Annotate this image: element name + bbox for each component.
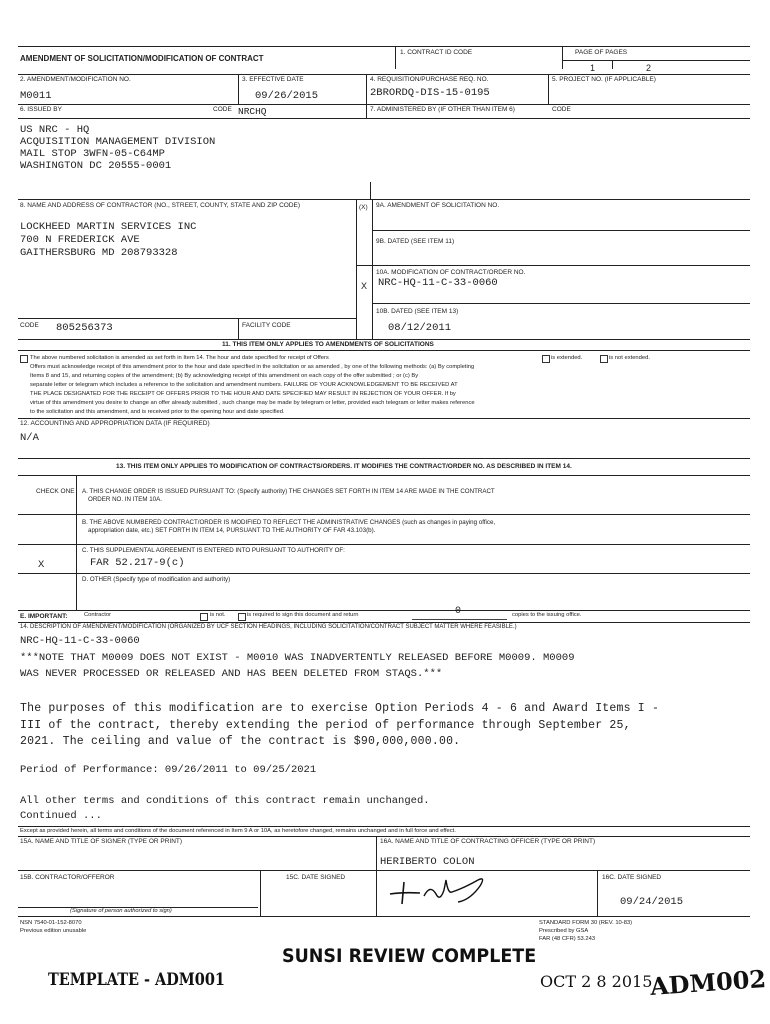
amendment-number: M0011 <box>20 90 52 102</box>
item3-label: 3. EFFECTIVE DATE <box>242 76 304 83</box>
date-stamp: OCT 2 8 2015 <box>540 972 653 991</box>
requisition-number: 2BRORDQ-DIS-15-0195 <box>370 87 490 99</box>
not-extended-label: is not extended. <box>609 355 650 361</box>
item11-text-1: Offers must acknowledge receipt of this amendment prior to the hour and date specified in the solicitation or as amended , by one of the following methods: (a) By completing <box>30 364 475 370</box>
important-label: E. IMPORTANT: <box>20 613 68 620</box>
item14-label: 14. DESCRIPTION OF AMENDMENT/MODIFICATION (ORGANIZED BY UCF SECTION HEADINGS, INCLUDING SOLICITATION/CONTRACT SUBJECT MATTER WHERE FEASIBLE.) <box>20 624 517 630</box>
contractor-line-1: LOCKHEED MARTIN SERVICES INC <box>20 221 197 233</box>
not-extended-checkbox[interactable] <box>600 355 608 363</box>
page-label: PAGE OF PAGES <box>575 49 628 56</box>
item11-text-6: to the solicitation and this amendment, and is received prior to the opening hour and date specified. <box>30 409 285 415</box>
item13b-line-1: B. THE ABOVE NUMBERED CONTRACT/ORDER IS MODIFIED TO REFLECT THE ADMINISTRATIVE CHANGES (such as changes in paying office, <box>82 519 496 526</box>
issued-by-line-3: MAIL STOP 3WFN-05-C64MP <box>20 148 165 160</box>
item11-heading: 11. THIS ITEM ONLY APPLIES TO AMENDMENTS OF SOLICITATIONS <box>222 341 434 348</box>
item15a-label: 15A. NAME AND TITLE OF SIGNER (TYPE OR PRINT) <box>20 838 183 845</box>
page-count: 2 <box>646 63 652 73</box>
issued-by-line-4: WASHINGTON DC 20555-0001 <box>20 160 172 172</box>
item13-heading: 13. THIS ITEM ONLY APPLIES TO MODIFICATION OF CONTRACTS/ORDERS. IT MODIFIES THE CONTRACT/ORDER NO. AS DESCRIBED IN ITEM 14. <box>116 463 572 470</box>
item6-label: 6. ISSUED BY <box>20 106 62 113</box>
is-required-checkbox[interactable] <box>238 613 246 621</box>
effective-date: 09/26/2015 <box>255 90 319 102</box>
except-text: Except as provided herein, all terms and conditions of the document referenced in Item 9 A or 10A, as heretofore changed, remains unchanged and in full force and effect. <box>20 828 456 834</box>
modification-contract-number: NRC-HQ-11-C-33-0060 <box>378 277 498 289</box>
item16c-label: 16C. DATE SIGNED <box>602 874 662 881</box>
item5-label: 5. PROJECT NO. (IF APPLICABLE) <box>552 76 656 83</box>
item11-text-3: separate letter or telegram which includes a reference to the solicitation and amendment numbers. FAILURE OF YOUR ACKNOWLEDGEMENT TO BE RECEIVED AT <box>30 382 458 388</box>
nsn-number: NSN 7540-01-152-8070 <box>20 920 82 926</box>
item11-text-2: Items 8 and 15, and returning copies of the amendment; (b) By acknowledging receipt of this amendment on each copy of the offer submitted ; or (c) By <box>30 373 419 379</box>
contractor-code: 805256373 <box>56 322 113 334</box>
is-not-checkbox[interactable] <box>200 613 208 621</box>
copies-count: 0 <box>455 606 462 617</box>
item14-line-9: Period of Performance: 09/26/2011 to 09/25/2021 <box>20 764 317 776</box>
item10a-mark: X <box>361 281 368 291</box>
item15b-label: 15B. CONTRACTOR/OFFEROR <box>20 874 115 881</box>
item13d-text: D. OTHER (Specify type of modification and authority) <box>82 576 231 583</box>
contract-dated: 08/12/2011 <box>388 322 452 334</box>
item13b-line-2: appropriation date, etc.) SET FORTH IN ITEM 14, PURSUANT TO THE AUTHORITY OF FAR 43.103(b). <box>88 527 376 534</box>
item13a-line-1: A. THIS CHANGE ORDER IS ISSUED PURSUANT TO: (Specify authority) THE CHANGES SET FORTH IN ITEM 14 ARE MADE IN THE CONTRACT <box>82 488 495 495</box>
item14-line-3: WAS NEVER PROCESSED OR RELEASED AND HAS BEEN DELETED FROM STAQS.*** <box>20 668 443 680</box>
extended-checkbox[interactable] <box>542 355 550 363</box>
item13a-line-2: ORDER NO. IN ITEM 10A. <box>88 496 162 503</box>
item7-code-label: CODE <box>552 106 571 113</box>
item15c-label: 15C. DATE SIGNED <box>286 874 346 881</box>
item9a-label: 9A. AMENDMENT OF SOLICITATION NO. <box>376 202 500 209</box>
item10a-label: 10A. MODIFICATION OF CONTRACT/ORDER NO. <box>376 269 526 276</box>
item13c-mark[interactable]: X <box>38 559 45 571</box>
adm-stamp: ADM002 <box>649 963 767 1002</box>
far-reference: FAR (48 CFR) 53.243 <box>539 936 596 942</box>
item12-label: 12. ACCOUNTING AND APPROPRIATION DATA (IF REQUIRED) <box>20 420 210 427</box>
item9a-mark: (X) <box>359 204 368 211</box>
check-one-label: CHECK ONE <box>36 488 75 495</box>
issued-by-line-2: ACQUISITION MANAGEMENT DIVISION <box>20 136 216 148</box>
item13c-authority: FAR 52.217-9(c) <box>90 557 185 569</box>
item14-line-12: Continued ... <box>20 810 102 822</box>
template-stamp: TEMPLATE - ADM001 <box>48 970 225 990</box>
item13c-text: C. THIS SUPPLEMENTAL AGREEMENT IS ENTERED INTO PURSUANT TO AUTHORITY OF: <box>82 547 345 554</box>
item11-text-4: THE PLACE DESIGNATED FOR THE RECEIPT OF OFFERS PRIOR TO THE HOUR AND DATE SPECIFIED MAY RESULT IN REJECTION OF YOUR OFFER. If by <box>30 391 456 397</box>
item8-code-label: CODE <box>20 322 39 329</box>
facility-code-label: FACILITY CODE <box>242 322 291 329</box>
contractor-line-2: 700 N FREDERICK AVE <box>20 234 140 246</box>
prescribed-by: Prescribed by GSA <box>539 928 589 934</box>
contracting-officer-signature <box>382 872 512 912</box>
accounting-data: N/A <box>20 432 39 444</box>
form-title: AMENDMENT OF SOLICITATION/MODIFICATION OF CONTRACT <box>20 54 264 63</box>
important-contractor: Contractor <box>84 612 112 618</box>
item8-label: 8. NAME AND ADDRESS OF CONTRACTOR (NO., STREET, COUNTY, STATE AND ZIP CODE) <box>20 202 301 209</box>
previous-edition: Previous edition unusable <box>20 928 87 934</box>
sunsi-review-stamp: SUNSI REVIEW COMPLETE <box>282 945 537 967</box>
item11-line-1: The above numbered solicitation is amended as set forth in Item 14. The hour and date specified for receipt of Offers <box>30 355 329 361</box>
officer-date-signed: 09/24/2015 <box>620 896 684 908</box>
item10b-label: 10B. DATED (SEE ITEM 13) <box>376 308 459 315</box>
contracting-officer-name: HERIBERTO COLON <box>380 856 475 868</box>
item4-label: 4. REQUISITION/PURCHASE REQ. NO. <box>370 76 489 83</box>
page-number: 1 <box>590 63 596 73</box>
item11-text-5: virtue of this amendment you desire to change an offer already submitted , such change may be made by telegram or letter, provided each telegram or letter makes reference <box>30 400 475 406</box>
is-not-label: is not. <box>210 612 226 618</box>
standard-form: STANDARD FORM 30 (REV. 10-83) <box>539 920 633 926</box>
item14-line-1: NRC-HQ-11-C-33-0060 <box>20 635 140 647</box>
item2-label: 2. AMENDMENT/MODIFICATION NO. <box>20 76 131 83</box>
item6-code-label: CODE <box>213 106 232 113</box>
is-required-label: is required to sign this document and return <box>247 612 359 618</box>
copies-text: copies to the issuing office. <box>512 612 582 618</box>
item11-checkbox-1[interactable] <box>20 355 28 363</box>
issued-by-line-1: US NRC - HQ <box>20 124 90 136</box>
item14-line-5: The purposes of this modification are to exercise Option Periods 4 - 6 and Award Items I - <box>20 702 660 715</box>
issued-by-code: NRCHQ <box>238 106 267 117</box>
item16a-label: 16A. NAME AND TITLE OF CONTRACTING OFFICER (TYPE OR PRINT) <box>380 838 596 845</box>
contract-id-label: 1. CONTRACT ID CODE <box>400 49 473 56</box>
item14-line-11: All other terms and conditions of this contract remain unchanged. <box>20 795 430 807</box>
extended-label: is extended. <box>551 355 583 361</box>
item14-line-7: 2021. The ceiling and value of the contract is $90,000,000.00. <box>20 735 461 748</box>
item7-label: 7. ADMINISTERED BY (IF OTHER THAN ITEM 6) <box>370 106 515 113</box>
contractor-line-3: GAITHERSBURG MD 208793328 <box>20 247 178 259</box>
item14-line-6: III of the contract, thereby extending the period of performance through September 25, <box>20 719 631 732</box>
item14-line-2: ***NOTE THAT M0009 DOES NOT EXIST - M0010 WAS INADVERTENTLY RELEASED BEFORE M0009. M0009 <box>20 652 575 664</box>
item9b-label: 9B. DATED (SEE ITEM 11) <box>376 238 455 245</box>
signature-note: (Signature of person authorized to sign) <box>70 908 172 914</box>
